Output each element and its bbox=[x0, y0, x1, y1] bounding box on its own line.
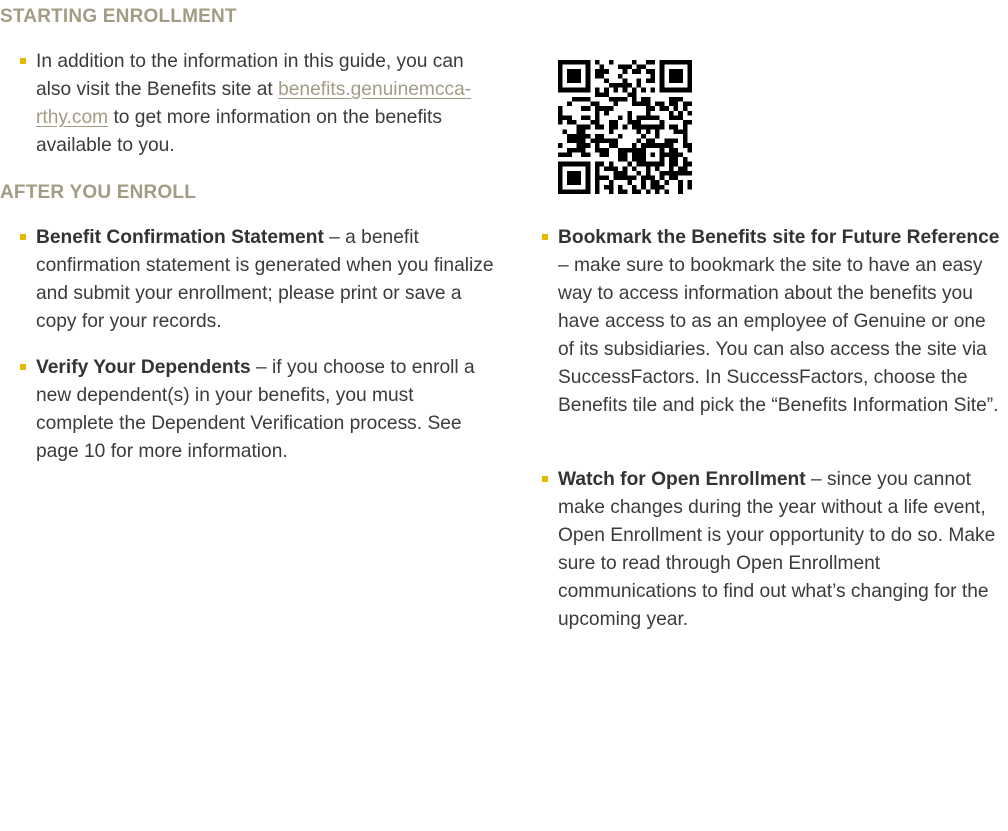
item-body: – if you choose to enroll a new dependent(s) in your benefits, you must complete the Dependent Verification process. See page 10 for more information. bbox=[36, 357, 475, 462]
item-body: – since you cannot make changes during the year without a life event, Open Enrollment is your opportunity to do so. Make sure to read through Open Enrollment communications to find out what’s changing for the upcoming year. bbox=[558, 469, 996, 630]
after-you-enroll-heading: AFTER YOU ENROLL bbox=[0, 182, 197, 203]
item-text-after-link: to get more information on the benefits available to you. bbox=[36, 107, 442, 156]
list-item-benefits-site bbox=[36, 48, 496, 160]
list-item-verify-dependents bbox=[36, 354, 488, 466]
item-body: – a benefit confirmation statement is generated when you finalize and submit your enrollment; please print or save a copy for your records. bbox=[36, 227, 494, 332]
item-title: Benefit Confirmation Statement bbox=[36, 227, 324, 248]
bullet-icon bbox=[20, 58, 26, 64]
list-item-open-enrollment bbox=[558, 466, 998, 634]
item-title: Bookmark the Benefits site for Future Reference bbox=[558, 227, 1000, 248]
list-item-confirmation-statement bbox=[36, 224, 494, 336]
bullet-icon bbox=[542, 234, 548, 240]
item-title: Verify Your Dependents bbox=[36, 357, 251, 378]
bullet-icon bbox=[20, 364, 26, 370]
item-title: Watch for Open Enrollment bbox=[558, 469, 806, 490]
qr-code-icon[interactable] bbox=[558, 60, 692, 194]
item-body: – make sure to bookmark the site to have an easy way to access information about the benefits you have access to as an employee of Genuine or one of its subsidiaries. You can also access the site via SuccessFactors. In SuccessFactors, choose the Benefits tile and pick the “Benefits Information Site”. bbox=[558, 255, 999, 416]
bullet-icon bbox=[20, 234, 26, 240]
link-text-part2[interactable]: rthy.com bbox=[36, 107, 109, 128]
item-text-before-link: In addition to the information in this guide, you can also visit the Benefits site at bbox=[36, 51, 464, 100]
starting-enrollment-heading: STARTING ENROLLMENT bbox=[0, 6, 237, 27]
list-item-bookmark-site bbox=[558, 224, 1004, 420]
bullet-icon bbox=[542, 476, 548, 482]
link-text-part1[interactable]: benefits.genuinemcca- bbox=[278, 79, 472, 100]
